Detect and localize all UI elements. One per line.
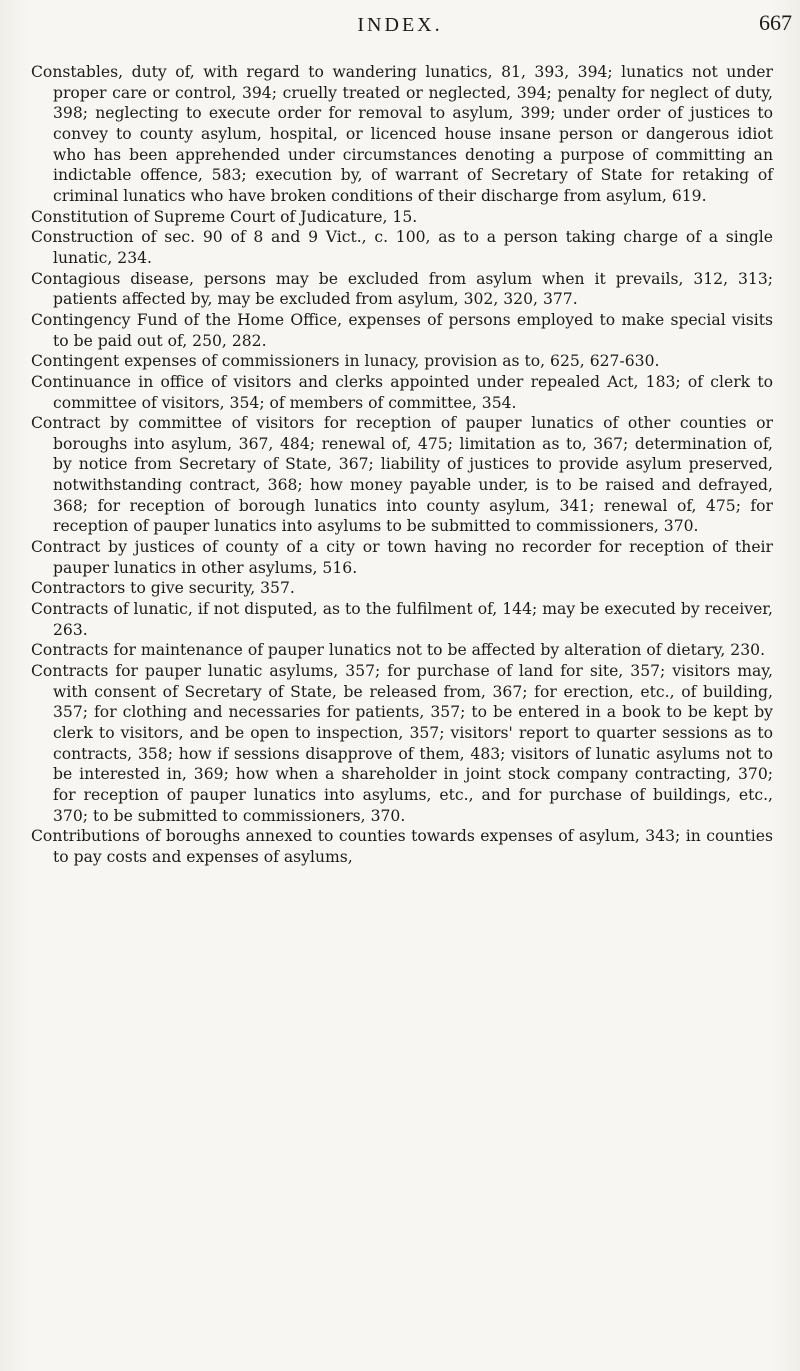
index-entry-constitution: Constitution of Supreme Court of Judicature, 15. <box>31 207 418 226</box>
page-number: 667 <box>759 10 792 35</box>
index-entry-contractors: Contractors to give security, 357. <box>31 579 295 598</box>
page-header <box>0 6 800 46</box>
index-entry-contract-by-committee: Contract by committee of visitors for reception of pauper lunatics of other counties or boroughs into asylum, 367, 484; renewal of, 475; limitation as to, 367; determination of, by notice from Secretary of State, 367; liability of justices to provide asylum preserved, notwithstanding contract, 368; how money payable under, is to be raised and defrayed, 368; for reception of borough lunatics into county asylum, 341; renewal of, 475; for reception of pauper lunatics into asylums to be submitted to commissioners, 370. <box>31 414 773 536</box>
index-entry-contracts-of-lunatic: Contracts of lunatic, if not disputed, as to the fulfilment of, 144; may be executed by receiver, 263. <box>31 600 773 639</box>
index-entry-constables: Constables, duty of, with regard to wandering lunatics, 81, 393, 394; lunatics not under proper care or control, 394; cruelly treated or neglected, 394; penalty for neglect of duty, 398; neglecting to execute order for removal to asylum, 399; under order of justices to convey to county asylum, hospital, or licenced house insane person or dangerous idiot who has been apprehended under circumstances denoting a purpose of committing an indictable offence, 583; execution by, of warrant of Secretary of State for retaking of criminal lunatics who have broken conditions of their discharge from asylum, 619. <box>31 63 773 205</box>
index-entry-contract-by-justices: Contract by justices of county of a city or town having no recorder for reception of their pauper lunatics in other asylums, 516. <box>31 538 773 577</box>
running-title: INDEX. <box>357 14 443 36</box>
index-entry-continuance-in-office: Continuance in office of visitors and clerks appointed under repealed Act, 183; of clerk to committee of visitors, 354; of members of committee, 354. <box>31 372 773 412</box>
index-entries <box>31 62 773 868</box>
index-entry-contracts-for-maintenance: Contracts for maintenance of pauper lunatics not to be affected by alteration of dietary, 230. <box>31 641 766 660</box>
index-entry-contracts-for-asylums: Contracts for pauper lunatic asylums, 357; for purchase of land for site, 357; visitors may, with consent of Secretary of State, be released from, 367; for erection, etc., of building, 357; for clothing and necessaries for patients, 357; to be entered in a book to be kept by clerk to visitors, and be open to inspection, 357; visitors' report to quarter sessions as to contracts, 358; how if sessions disapprove of them, 483; visitors of lunatic asylums not to be interested in, 369; how when a shareholder in joint stock company contracting, 370; for reception of pauper lunatics into asylums, etc., and for purchase of buildings, etc., 370; to be submitted to commissioners, 370. <box>31 662 773 825</box>
index-entry-contributions: Contributions of boroughs annexed to counties towards expenses of asylum, 343; in counties to pay costs and expenses of asylums, <box>31 827 773 866</box>
index-entry-contagious-disease: Contagious disease, persons may be excluded from asylum when it prevails, 312, 313; patients affected by, may be excluded from asylum, 302, 320, 377. <box>31 269 773 309</box>
index-entry-contingent-expenses: Contingent expenses of commissioners in lunacy, provision as to, 625, 627-630. <box>31 352 660 371</box>
index-entry-contingency-fund: Contingency Fund of the Home Office, expenses of persons employed to make special visits to be paid out of, 250, 282. <box>31 310 773 350</box>
index-entry-construction: Construction of sec. 90 of 8 and 9 Vict., c. 100, as to a person taking charge of a single lunatic, 234. <box>31 228 773 267</box>
